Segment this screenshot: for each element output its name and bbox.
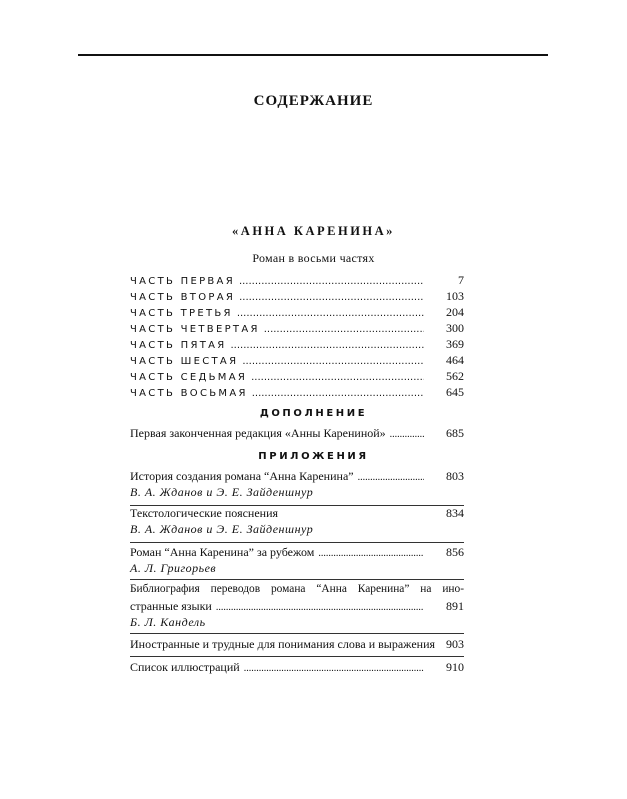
toc-entry-appendix-5[interactable] bbox=[130, 637, 464, 653]
appendices-heading: ПРИЛОЖЕНИЯ bbox=[258, 451, 369, 462]
page-number: 204 bbox=[446, 305, 464, 319]
dot-leader bbox=[216, 602, 424, 613]
page-number: 103 bbox=[446, 289, 464, 303]
toc-entry-appendix-1[interactable] bbox=[130, 469, 464, 501]
dot-leader bbox=[244, 663, 424, 674]
part-label: ЧАСТЬ ПЕРВАЯ bbox=[130, 276, 235, 287]
toc-entry-part-7[interactable] bbox=[130, 369, 464, 385]
toc-entry-supplement[interactable] bbox=[130, 426, 464, 442]
page-number: 910 bbox=[446, 660, 464, 674]
entry-title: История создания романа “Анна Каренина” bbox=[130, 469, 354, 483]
separator-rule bbox=[130, 633, 464, 634]
entry-title: Первая законченная редакция «Анны Карениной» bbox=[130, 426, 386, 440]
parts-list bbox=[130, 273, 464, 401]
novel-subtitle: Роман в восьми частях bbox=[252, 251, 375, 265]
supplement-heading: ДОПОЛНЕНИЕ bbox=[259, 408, 368, 419]
page-number: 369 bbox=[446, 337, 464, 351]
part-label: ЧАСТЬ ТРЕТЬЯ bbox=[130, 308, 233, 319]
part-label: ЧАСТЬ ЧЕТВЕРТАЯ bbox=[130, 324, 260, 335]
dot-leader bbox=[390, 429, 424, 440]
entry-title: Роман “Анна Каренина” за рубежом bbox=[130, 545, 315, 559]
part-label: ЧАСТЬ СЕДЬМАЯ bbox=[130, 372, 248, 383]
entry-author: В. А. Жданов и Э. Е. Зайденшнур bbox=[130, 485, 314, 499]
page-number: 7 bbox=[458, 273, 464, 287]
dot-leader bbox=[239, 292, 424, 303]
dot-leader bbox=[231, 340, 425, 351]
entry-title: Иностранные и трудные для понимания слова и выражения bbox=[130, 637, 436, 651]
part-label: ЧАСТЬ ПЯТАЯ bbox=[130, 340, 227, 351]
toc-entry-appendix-6[interactable] bbox=[130, 660, 464, 676]
dot-leader bbox=[242, 356, 424, 367]
page-number: 300 bbox=[446, 321, 464, 335]
toc-entry-part-4[interactable] bbox=[130, 321, 464, 337]
novel-title: «АННА КАРЕНИНА» bbox=[232, 224, 395, 238]
toc-entry-appendix-4[interactable] bbox=[130, 583, 464, 631]
page-number: 856 bbox=[446, 545, 464, 559]
entry-title: Список иллюстраций bbox=[130, 660, 240, 674]
separator-rule bbox=[130, 579, 464, 580]
page-number: 803 bbox=[446, 469, 464, 483]
dot-leader bbox=[252, 388, 424, 399]
page-number: 903 bbox=[446, 637, 464, 651]
part-label: ЧАСТЬ ШЕСТАЯ bbox=[130, 356, 239, 367]
entry-author: Б. Л. Кандель bbox=[130, 615, 206, 629]
separator-rule bbox=[130, 656, 464, 657]
toc-entry-part-2[interactable] bbox=[130, 289, 464, 305]
page-number: 834 bbox=[446, 506, 464, 520]
dot-leader bbox=[251, 372, 424, 383]
toc-entry-part-5[interactable] bbox=[130, 337, 464, 353]
separator-rule bbox=[130, 542, 464, 543]
toc-entry-part-8[interactable] bbox=[130, 385, 464, 401]
dot-leader bbox=[318, 548, 424, 559]
page-number: 891 bbox=[446, 599, 464, 613]
toc-entry-part-6[interactable] bbox=[130, 353, 464, 369]
toc-entry-appendix-3[interactable] bbox=[130, 545, 464, 577]
dot-leader bbox=[264, 324, 424, 335]
page-title: СОДЕРЖАНИЕ bbox=[253, 93, 374, 109]
page-number: 685 bbox=[446, 426, 464, 440]
part-label: ЧАСТЬ ВОСЬМАЯ bbox=[130, 388, 248, 399]
toc-entry-part-1[interactable] bbox=[130, 273, 464, 289]
toc-entry-part-3[interactable] bbox=[130, 305, 464, 321]
entry-title-line-1: Библиография переводов романа “Анна Каренина” на ино- bbox=[130, 583, 464, 595]
page-number: 645 bbox=[446, 385, 464, 399]
page-number: 464 bbox=[446, 353, 464, 367]
page-number: 562 bbox=[446, 369, 464, 383]
dot-leader bbox=[237, 308, 424, 319]
entry-author: В. А. Жданов и Э. Е. Зайденшнур bbox=[130, 522, 314, 536]
entry-title-line-2: странные языки bbox=[130, 599, 212, 613]
entry-title: Текстологические пояснения bbox=[130, 506, 279, 520]
part-label: ЧАСТЬ ВТОРАЯ bbox=[130, 292, 236, 303]
entry-author: А. Л. Григорьев bbox=[130, 561, 217, 575]
top-rule bbox=[78, 54, 548, 56]
dot-leader bbox=[239, 276, 424, 287]
dot-leader bbox=[358, 472, 424, 483]
toc-entry-appendix-2[interactable] bbox=[130, 506, 464, 538]
